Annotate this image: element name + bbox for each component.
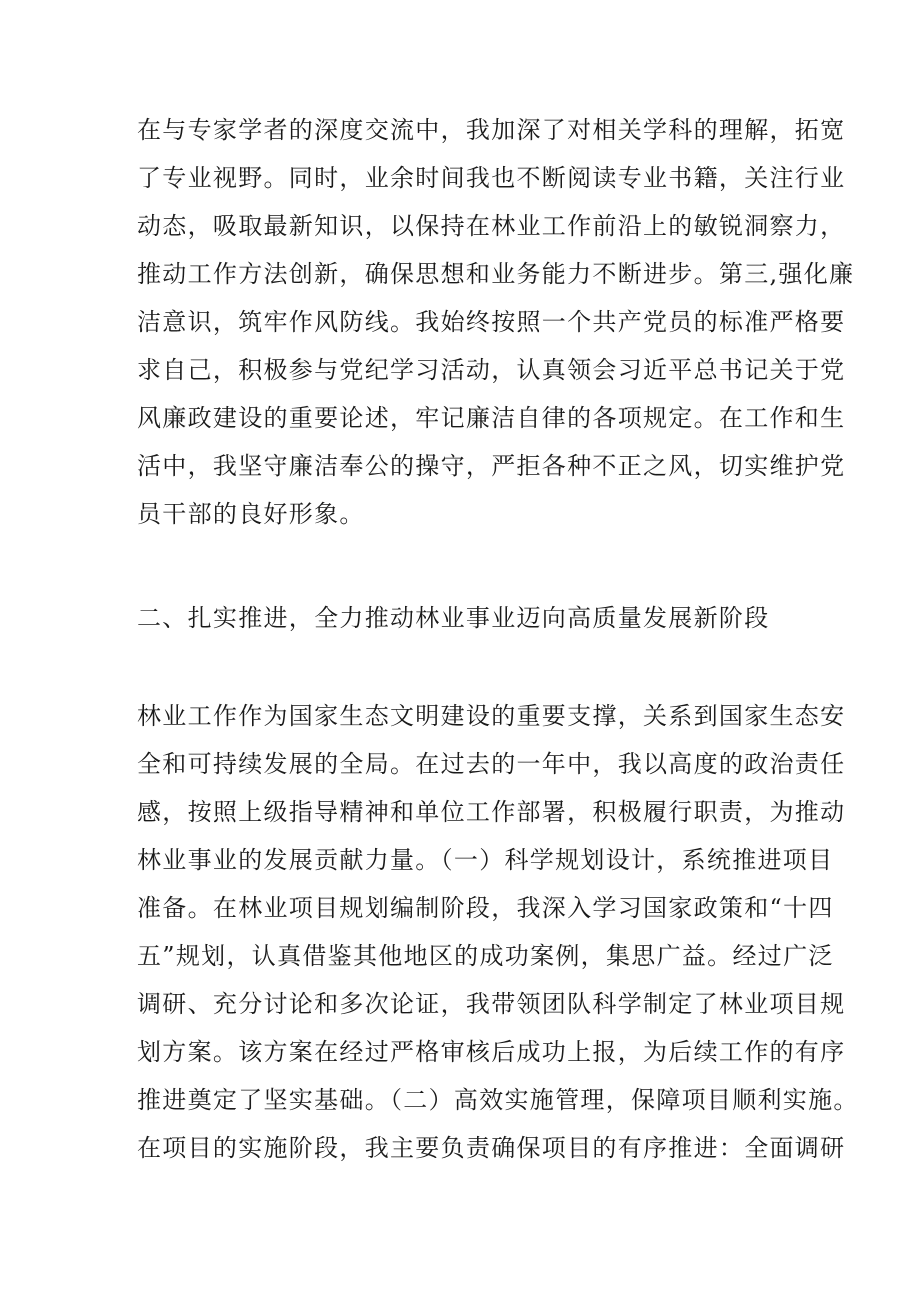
paragraph-line: 了专业视野。同时，业余时间我也不断阅读专业书籍，关注行业 <box>137 164 846 192</box>
paragraph-line: 推动工作方法创新，确保思想和业务能力不断进步。第三,强化廉 <box>137 260 855 288</box>
paragraph-line: 感，按照上级指导精神和单位工作部署，积极履行职责，为推动 <box>137 798 846 826</box>
paragraph-1 <box>137 106 855 538</box>
paragraph-line: 动态，吸取最新知识，以保持在林业工作前沿上的敏锐洞察力， <box>137 212 846 240</box>
paragraph-line: 洁意识，筑牢作风防线。我始终按照一个共产党员的标准严格要 <box>137 308 846 336</box>
paragraph-line: 推进奠定了坚实基础。（二）高效实施管理，保障项目顺利实施。 <box>137 1086 859 1114</box>
paragraph-2 <box>137 692 859 1172</box>
paragraph-line: 全和可持续发展的全局。在过去的一年中，我以高度的政治责任 <box>137 750 846 778</box>
section-heading-text: 二、扎实推进，全力推动林业事业迈向高质量发展新阶段 <box>137 604 770 632</box>
paragraph-line: 活中，我坚守廉洁奉公的操守，严拒各种不正之风，切实维护党 <box>137 452 846 480</box>
paragraph-line: 员干部的良好形象。 <box>137 500 365 528</box>
paragraph-line: 准备。在林业项目规划编制阶段，我深入学习国家政策和“十四 <box>137 894 834 922</box>
paragraph-line: 林业工作作为国家生态文明建设的重要支撑，关系到国家生态安 <box>137 702 846 730</box>
paragraph-line: 在与专家学者的深度交流中，我加深了对相关学科的理解，拓宽 <box>137 116 846 144</box>
paragraph-line: 五”规划，认真借鉴其他地区的成功案例，集思广益。经过广泛 <box>137 942 834 970</box>
paragraph-line: 风廉政建设的重要论述，牢记廉洁自律的各项规定。在工作和生 <box>137 404 846 432</box>
section-heading <box>137 594 797 642</box>
paragraph-line: 林业事业的发展贡献力量。（一）科学规划设计，系统推进项目 <box>137 846 834 874</box>
paragraph-line: 划方案。该方案在经过严格审核后成功上报，为后续工作的有序 <box>137 1038 846 1066</box>
paragraph-line: 调研、充分讨论和多次论证，我带领团队科学制定了林业项目规 <box>137 990 846 1018</box>
paragraph-line: 求自己，积极参与党纪学习活动，认真领会习近平总书记关于党 <box>137 356 846 384</box>
paragraph-line: 在项目的实施阶段，我主要负责确保项目的有序推进：全面调研 <box>137 1134 846 1162</box>
